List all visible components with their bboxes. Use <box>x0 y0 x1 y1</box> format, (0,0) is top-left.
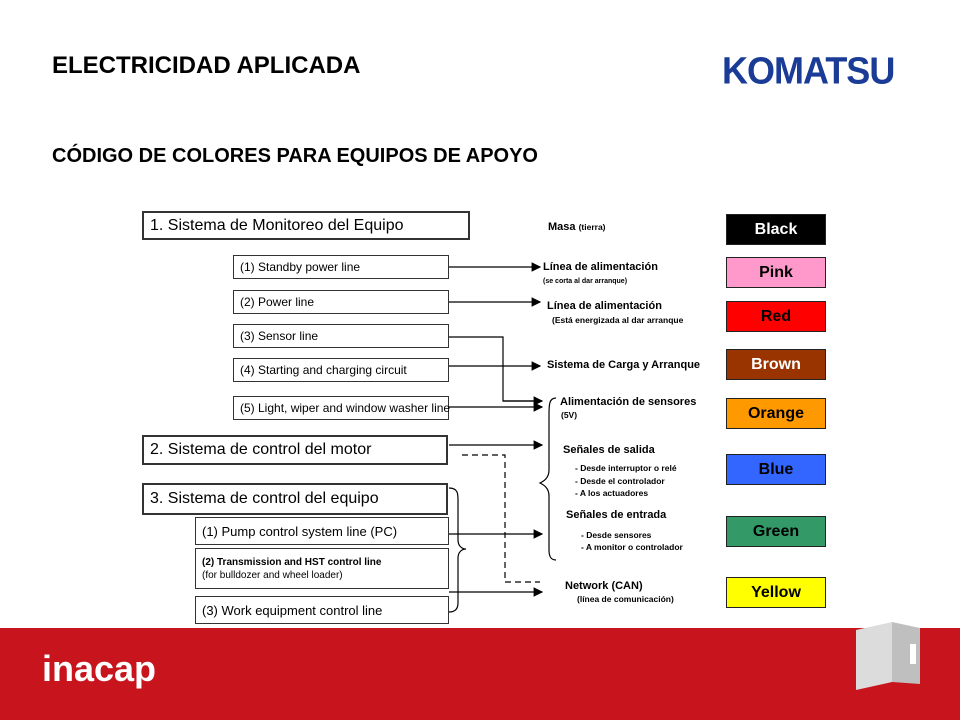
equipment-control-box: 3. Sistema de control del equipo <box>142 483 448 515</box>
swatch-red: Red <box>726 301 826 332</box>
starting-charging-box: (4) Starting and charging circuit <box>233 358 449 382</box>
cube-graphic <box>852 622 924 690</box>
output-signals-label: Señales de salida <box>563 444 655 456</box>
transmission-note: (for bulldozer and wheel loader) <box>202 569 343 581</box>
input-signal-1: - Desde sensores <box>581 530 652 540</box>
power-line-box: (2) Power line <box>233 290 449 314</box>
light-wiper-box: (5) Light, wiper and window washer line <box>233 396 449 420</box>
system-monitoring-box: 1. Sistema de Monitoreo del Equipo <box>142 211 470 240</box>
standby-power-line-box: (1) Standby power line <box>233 255 449 279</box>
transmission-box <box>195 548 449 589</box>
alim1-label: Línea de alimentación <box>543 261 658 273</box>
charging-label: Sistema de Carga y Arranque <box>547 359 701 371</box>
swatch-green: Green <box>726 516 826 547</box>
komatsu-logo: KOMATSU <box>722 48 895 92</box>
masa-label <box>548 221 606 233</box>
sensor-brace <box>540 398 556 560</box>
output-signal-3: - A los actuadores <box>575 488 649 498</box>
network-label: Network (CAN) <box>565 580 643 592</box>
sensor-supply-label: Alimentación de sensores <box>560 396 697 408</box>
output-signal-2: - Desde el controlador <box>575 476 665 486</box>
swatch-pink: Pink <box>726 257 826 288</box>
inacap-logo: inacap <box>42 648 157 689</box>
page-subtitle: CÓDIGO DE COLORES PARA EQUIPOS DE APOYO <box>52 145 538 167</box>
masa-text: Masa <box>548 221 576 233</box>
pump-control-box: (1) Pump control system line (PC) <box>195 517 449 545</box>
page-title: ELECTRICIDAD APLICADA <box>52 52 361 79</box>
sensor-supply-note: (5V) <box>561 410 578 420</box>
swatch-blue: Blue <box>726 454 826 485</box>
transmission-label: (2) Transmission and HST control line <box>202 556 382 568</box>
line-sensor <box>449 337 542 401</box>
dashed-can-line <box>462 455 540 582</box>
output-signal-1: - Desde interruptor o relé <box>575 463 677 473</box>
engine-control-box: 2. Sistema de control del motor <box>142 435 448 465</box>
input-signals-label: Señales de entrada <box>566 509 667 521</box>
swatch-brown: Brown <box>726 349 826 380</box>
alim2-label: Línea de alimentación <box>547 300 662 312</box>
equipment-brace <box>449 488 466 612</box>
alim1-note: (se corta al dar arranque) <box>543 278 628 285</box>
sensor-line-box: (3) Sensor line <box>233 324 449 348</box>
swatch-black: Black <box>726 214 826 245</box>
masa-note: (tierra) <box>578 222 606 232</box>
alim2-note: (Está energizada al dar arranque <box>552 315 684 325</box>
network-note: (línea de comunicación) <box>577 594 674 604</box>
work-equipment-box: (3) Work equipment control line <box>195 596 449 624</box>
swatch-orange: Orange <box>726 398 826 429</box>
input-signal-2: - A monitor o controlador <box>581 542 683 552</box>
swatch-yellow: Yellow <box>726 577 826 608</box>
